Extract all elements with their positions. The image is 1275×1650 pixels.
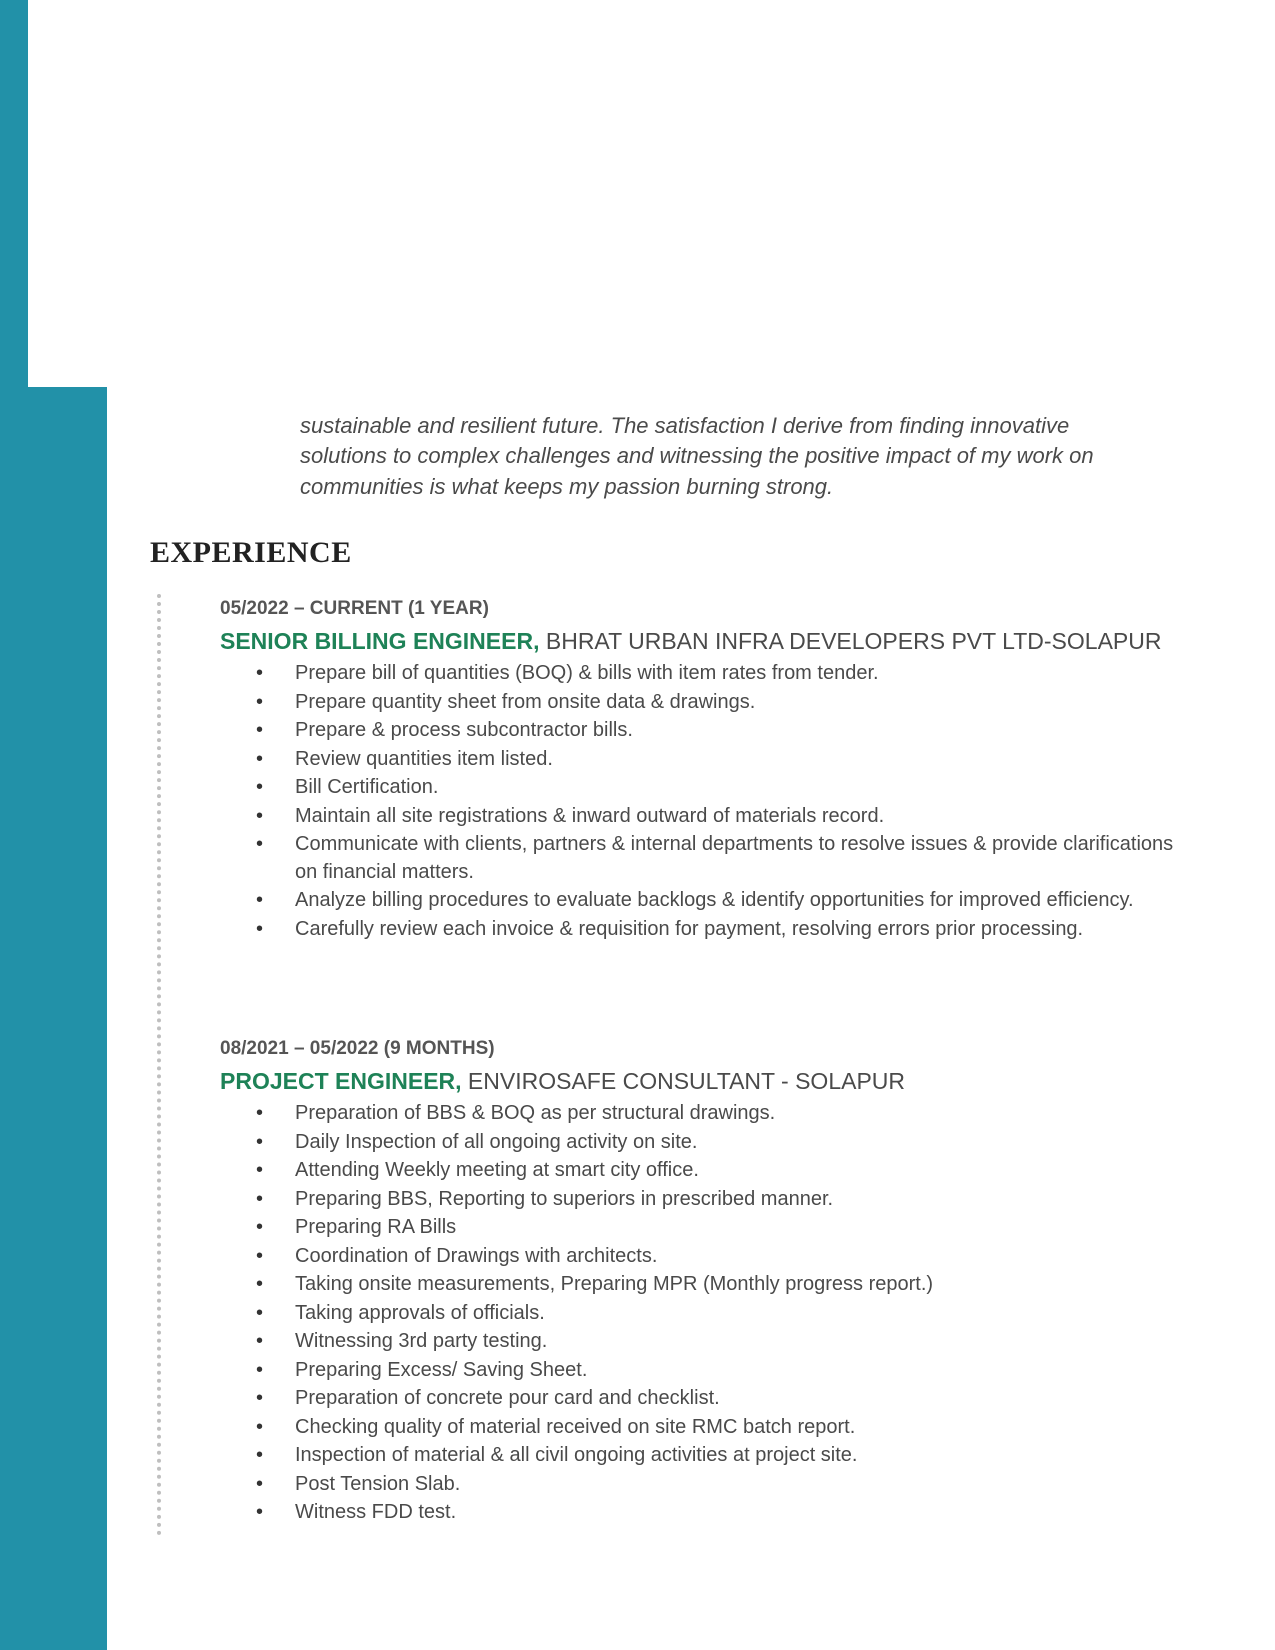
job-duties-list <box>220 660 1180 943</box>
job-duties-list <box>220 1100 1180 1527</box>
list-item: • Inspection of material & all civil ongoing activities at project site. <box>220 1442 1180 1470</box>
timeline-dotted-rule <box>157 594 161 1536</box>
list-item: • Preparing RA Bills <box>220 1214 1180 1242</box>
list-item: • Preparing Excess/ Saving Sheet. <box>220 1357 1180 1385</box>
list-item: • Analyze billing procedures to evaluate backlogs & identify opportunities for improved efficiency. <box>220 887 1180 915</box>
list-item: • Checking quality of material received on site RMC batch report. <box>220 1414 1180 1442</box>
summary-line: sustainable and resilient future. The satisfaction I derive from finding innovative <box>300 412 1070 438</box>
list-item: • Preparation of concrete pour card and checklist. <box>220 1385 1180 1413</box>
experience-heading: EXPERIENCE <box>150 536 352 569</box>
job-title <box>220 625 1180 657</box>
summary-line: solutions to complex challenges and witnessing the positive impact of my work on <box>300 443 1094 468</box>
list-item: • Carefully review each invoice & requisition for payment, resolving errors prior processing. <box>220 916 1180 944</box>
job-company: ENVIROSAFE CONSULTANT - SOLAPUR <box>461 1068 906 1094</box>
list-item: • Witnessing 3rd party testing. <box>220 1328 1180 1356</box>
profile-summary <box>300 380 1158 502</box>
list-item: • Taking onsite measurements, Preparing MPR (Monthly progress report.) <box>220 1271 1180 1299</box>
list-item: • Preparation of BBS & BOQ as per structural drawings. <box>220 1100 1180 1128</box>
list-item: • Prepare & process subcontractor bills. <box>220 717 1180 745</box>
job-dates: 05/2022 – CURRENT (1 YEAR) <box>220 598 489 619</box>
list-item: • Daily Inspection of all ongoing activity on site. <box>220 1129 1180 1157</box>
list-item: • Prepare quantity sheet from onsite data & drawings. <box>220 689 1180 717</box>
page-cover-block <box>28 0 1275 387</box>
list-item: • Coordination of Drawings with architects. <box>220 1243 1180 1271</box>
job-role: SENIOR BILLING ENGINEER, <box>220 628 540 654</box>
list-item: • Communicate with clients, partners & internal departments to resolve issues & provide clarifications on financial matters. <box>220 831 1180 886</box>
list-item: • Preparing BBS, Reporting to superiors in prescribed manner. <box>220 1186 1180 1214</box>
list-item: • Bill Certification. <box>220 774 1180 802</box>
list-item: • Post Tension Slab. <box>220 1471 1180 1499</box>
job-company: BHRAT URBAN INFRA DEVELOPERS PVT LTD-SOLAPUR <box>539 628 1162 654</box>
list-item: • Prepare bill of quantities (BOQ) & bills with item rates from tender. <box>220 660 1180 688</box>
list-item: • Maintain all site registrations & inward outward of materials record. <box>220 803 1180 831</box>
job-entry <box>220 597 1180 944</box>
list-item: • Witness FDD test. <box>220 1499 1180 1527</box>
job-role: PROJECT ENGINEER, <box>220 1068 462 1094</box>
job-entry <box>220 1037 1180 1528</box>
list-item: • Attending Weekly meeting at smart city office. <box>220 1157 1180 1185</box>
job-dates: 08/2021 – 05/2022 (9 MONTHS) <box>220 1038 495 1059</box>
list-item: • Review quantities item listed. <box>220 746 1180 774</box>
list-item: • Taking approvals of officials. <box>220 1300 1180 1328</box>
summary-line: communities is what keeps my passion burning strong. <box>300 473 834 499</box>
job-title <box>220 1065 1180 1097</box>
